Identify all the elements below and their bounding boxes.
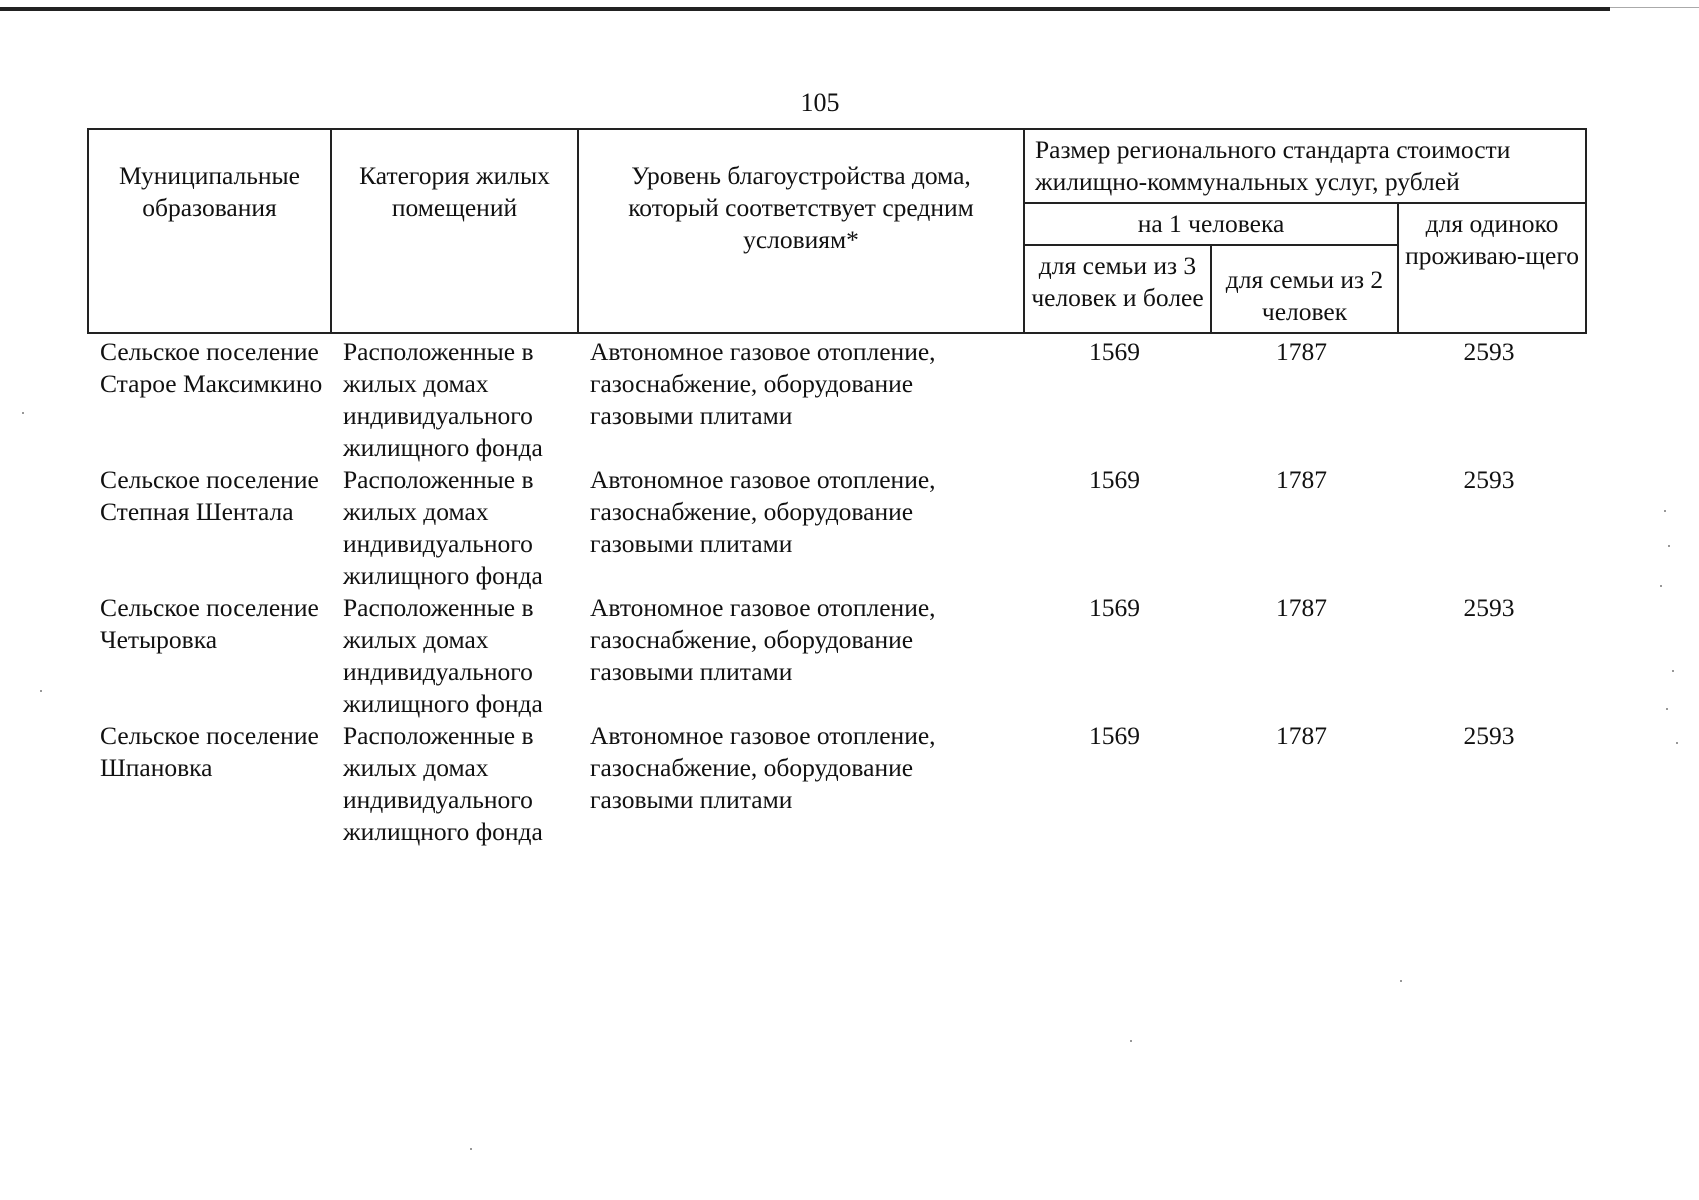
header-category: Категория жилых помещений [331, 129, 578, 333]
cell-level: Автономное газовое отопление, газоснабжение, оборудование газовыми плитами [590, 721, 936, 814]
cell-level: Автономное газовое отопление, газоснабжение, оборудование газовыми плитами [590, 593, 936, 686]
housing-standard-table [87, 128, 1587, 848]
table-row [88, 720, 1586, 848]
scan-speck [1664, 510, 1666, 512]
scan-speck [1400, 980, 1402, 982]
cell-level: Автономное газовое отопление, газоснабжение, оборудование газовыми плитами [590, 337, 936, 430]
cell-municipality: Сельское поселение Степная Шентала [100, 465, 319, 526]
cell-single: 2593 [1463, 337, 1515, 366]
header-municipality: Муниципальные образования [88, 129, 331, 333]
page-number: 105 [800, 88, 840, 117]
header-level: Уровень благоустройства дома, который соответствует средним условиям* [578, 129, 1024, 333]
cell-family3: 1569 [1089, 593, 1140, 622]
cell-category: Расположенные в жилых домах индивидуального жилищного фонда [343, 721, 543, 846]
table-row [88, 464, 1586, 592]
scan-speck [1666, 708, 1668, 710]
header-per-person: на 1 человека [1024, 203, 1398, 245]
cell-single: 2593 [1463, 721, 1515, 750]
header-family3: для семьи из 3 человек и более [1024, 245, 1211, 333]
cell-municipality: Сельское поселение Четыровка [100, 593, 319, 654]
scan-speck [1668, 545, 1670, 547]
cell-municipality: Сельское поселение Шпановка [100, 721, 319, 782]
table-row [88, 333, 1586, 464]
scan-speck [1660, 585, 1662, 587]
scan-border-line-faint [1610, 7, 1699, 8]
cell-family3: 1569 [1089, 465, 1140, 494]
scan-speck [1676, 742, 1678, 744]
cell-family2: 1787 [1276, 465, 1327, 494]
cell-category: Расположенные в жилых домах индивидуального жилищного фонда [343, 593, 543, 718]
cell-family2: 1787 [1276, 593, 1327, 622]
cell-category: Расположенные в жилых домах индивидуального жилищного фонда [343, 465, 543, 590]
scan-speck [1672, 670, 1674, 672]
header-single: для одиноко проживаю-щего [1398, 203, 1586, 333]
cell-single: 2593 [1463, 593, 1515, 622]
scan-speck [1130, 1040, 1132, 1042]
scan-speck [470, 1148, 472, 1150]
table-row [88, 592, 1586, 720]
scan-speck [22, 412, 24, 414]
cell-level: Автономное газовое отопление, газоснабжение, оборудование газовыми плитами [590, 465, 936, 558]
cell-family3: 1569 [1089, 721, 1140, 750]
cell-family2: 1787 [1276, 721, 1327, 750]
cell-family3: 1569 [1089, 337, 1140, 366]
header-family2: для семьи из 2 человек [1211, 245, 1398, 333]
scan-speck [40, 690, 42, 692]
cell-municipality: Сельское поселение Старое Максимкино [100, 337, 323, 398]
scan-border-line [0, 7, 1610, 11]
header-standard-size: Размер регионального стандарта стоимости жилищно-коммунальных услуг, рублей [1024, 129, 1586, 203]
cell-category: Расположенные в жилых домах индивидуального жилищного фонда [343, 337, 543, 462]
cell-family2: 1787 [1276, 337, 1327, 366]
cell-single: 2593 [1463, 465, 1515, 494]
